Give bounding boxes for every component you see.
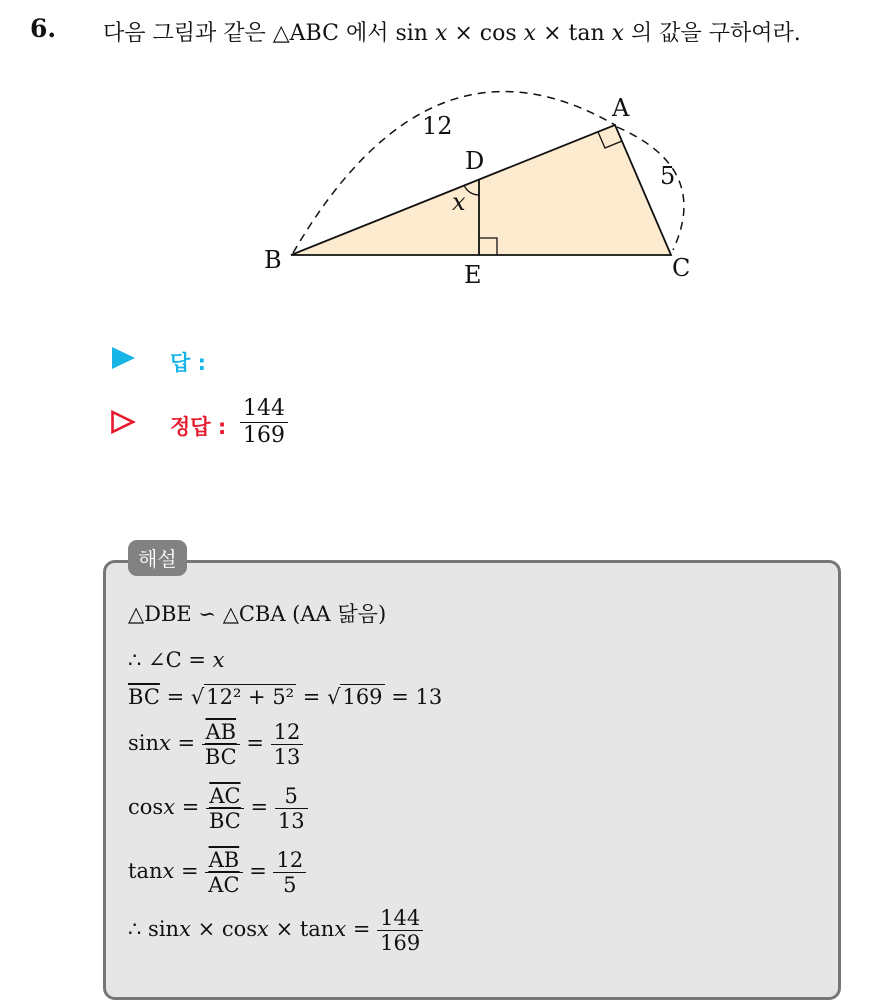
question-var-1: x — [434, 21, 448, 46]
solution-line-angle — [128, 648, 225, 672]
question-text-after: 의 값을 구하여라. — [624, 21, 801, 46]
solution-tag: 해설 — [128, 540, 187, 576]
bc-eq-2: = — [296, 685, 328, 709]
label-side-ac: 5 — [660, 162, 676, 190]
cos-eq-2: = — [243, 795, 275, 820]
solution-line-final — [128, 906, 423, 955]
sin-value-num: 12 — [271, 720, 304, 745]
angle-var: x — [212, 648, 225, 672]
answer-row — [110, 346, 228, 377]
tan-ratio-num: $\overline{AB}$ — [205, 848, 242, 873]
play-outline-icon — [110, 410, 146, 439]
solution-line-bc — [128, 684, 442, 709]
segment-bc: $\overline{BC}$ — [128, 685, 160, 709]
label-angle-x: x — [452, 188, 466, 216]
bc-result: = 13 — [384, 685, 443, 709]
tan-value-den: 5 — [283, 873, 297, 898]
solution-line-cos — [128, 784, 308, 833]
cos-value-den: 13 — [277, 809, 305, 834]
final-eq: = — [346, 917, 378, 942]
label-b: B — [264, 246, 282, 274]
question-sin: sin — [395, 21, 435, 46]
final-den: 169 — [380, 931, 421, 956]
sin-value-fraction — [271, 720, 304, 769]
cos-ratio-num: $\overline{AC}$ — [206, 784, 244, 809]
question-number: 6. — [30, 14, 57, 43]
solution-line-tan — [128, 848, 306, 897]
tan-eq-1: = — [174, 859, 206, 884]
cos-value-fraction — [275, 784, 308, 833]
cos-value-num: 5 — [275, 784, 308, 809]
sqrt-2: √169 — [327, 685, 383, 709]
tan-value-fraction — [273, 848, 306, 897]
question-times-1: × — [447, 21, 480, 46]
sqrt-1-radicand: 12² + 5² — [206, 685, 295, 709]
sin-var: x — [159, 731, 171, 756]
angle-prefix: ∴ ∠C = — [128, 648, 213, 672]
sin-ratio-fraction — [202, 720, 240, 769]
correct-answer-numerator: 144 — [240, 396, 288, 423]
tan-ratio-den: AC — [208, 873, 240, 898]
sin-value-den: 13 — [273, 745, 301, 770]
final-var-2: x — [257, 917, 269, 942]
sqrt-1: √12² + 5² — [190, 685, 295, 709]
sin-ratio-num: $\overline{AB}$ — [202, 720, 240, 745]
final-mid-2: × tan — [268, 917, 335, 942]
cos-ratio-fraction — [206, 784, 244, 833]
correct-answer-row — [110, 410, 228, 441]
question-var-3: x — [611, 21, 625, 46]
answer-label: 답 : — [170, 351, 206, 375]
solution-line-sin — [128, 720, 303, 769]
sqrt-2-radicand: 169 — [342, 685, 383, 709]
label-side-ab: 12 — [422, 112, 453, 140]
tan-eq-2: = — [242, 859, 274, 884]
question-times-2: × — [536, 21, 569, 46]
final-fraction — [377, 906, 423, 955]
sin-eq-1: = — [170, 731, 202, 756]
sin-label: sin — [128, 731, 160, 756]
correct-answer-label: 정답 : — [170, 415, 227, 439]
cos-ratio-den: BC — [208, 809, 241, 834]
triangle-figure — [255, 88, 715, 298]
cos-label: cos — [128, 795, 164, 820]
question-cos: cos — [479, 21, 524, 46]
final-prefix: ∴ sin — [128, 917, 180, 942]
question-text — [103, 16, 801, 47]
solution-line-similarity: △DBE ∽ △CBA (AA 닮음) — [128, 602, 387, 626]
play-filled-icon — [110, 346, 146, 375]
tan-label: tan — [128, 859, 163, 884]
final-mid-1: × cos — [190, 917, 258, 942]
final-var-1: x — [179, 917, 191, 942]
tan-ratio-fraction — [205, 848, 242, 897]
tan-value-num: 12 — [273, 848, 306, 873]
final-num: 144 — [377, 906, 423, 931]
cos-eq-1: = — [175, 795, 206, 820]
bc-eq: = — [159, 685, 191, 709]
sin-eq-2: = — [239, 731, 271, 756]
label-e: E — [464, 261, 482, 289]
final-var-3: x — [334, 917, 347, 942]
sin-ratio-den: BC — [204, 745, 237, 770]
tan-var: x — [162, 859, 175, 884]
correct-answer-fraction — [240, 396, 288, 450]
cos-var: x — [163, 795, 176, 820]
question-tan: tan — [568, 21, 612, 46]
label-c: C — [672, 254, 691, 282]
label-a: A — [612, 94, 630, 122]
question-var-2: x — [523, 21, 537, 46]
label-d: D — [465, 147, 485, 175]
question-text-before: 다음 그림과 같은 △ABC 에서 — [103, 21, 396, 46]
correct-answer-denominator: 169 — [243, 423, 285, 449]
